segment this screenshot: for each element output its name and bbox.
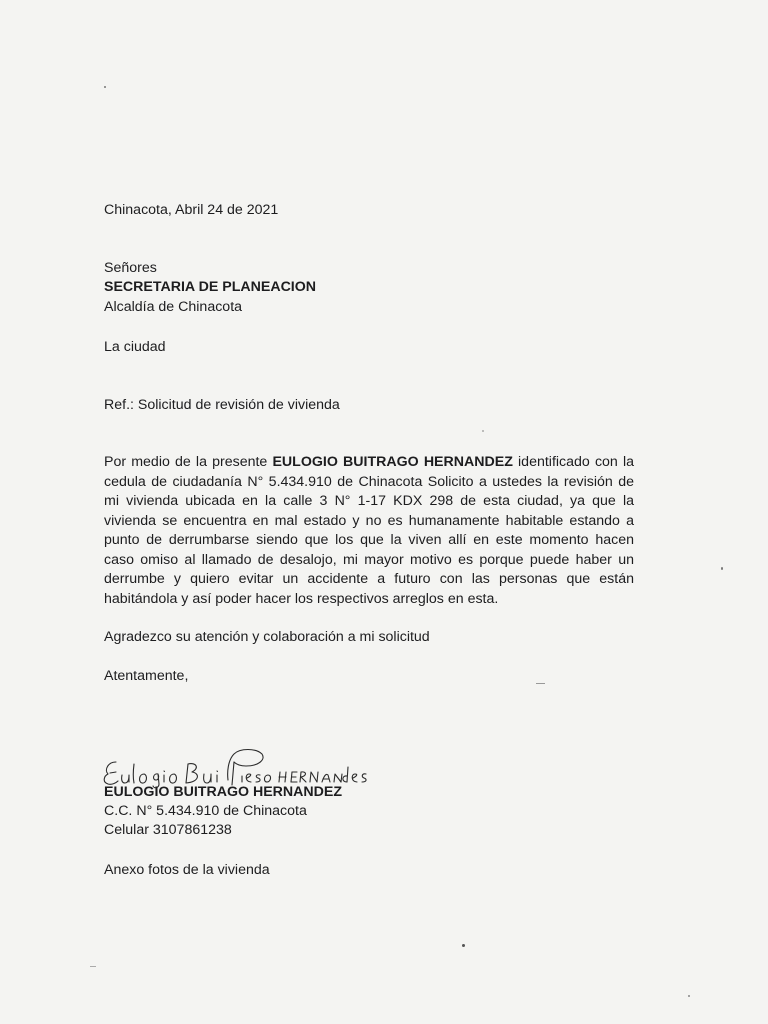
signer-phone: Celular 3107861238 [104, 822, 232, 838]
recipient-office: Alcaldía de Chinacota [104, 299, 243, 315]
body-line: caso omiso al llamado de desalojo, mi mayor motivo es porque puede haber un [104, 551, 634, 568]
signer-id: C.C. N° 5.434.910 de Chinacota [104, 803, 307, 819]
body-paragraph [104, 453, 634, 609]
requester-name: EULOGIO BUITRAGO HERNANDEZ [272, 454, 513, 470]
scan-speck [721, 567, 723, 570]
scan-speck [536, 683, 545, 684]
scan-speck [688, 995, 690, 997]
thanks-line: Agradezco su atención y colaboración a mi solicitud [104, 629, 430, 645]
body-line: cedula de ciudadanía N° 5.434.910 de Chinacota Solicito a ustedes la revisión de [104, 473, 634, 490]
body-line: Por medio de la presente EULOGIO BUITRAGO HERNANDEZ identificado con la [104, 454, 634, 470]
annex-line: Anexo fotos de la vivienda [104, 862, 270, 878]
body-line: mi vivienda ubicada en la calle 3 N° 1-17 KDX 298 de esta ciudad, ya que la [104, 493, 634, 509]
reference-line: Ref.: Solicitud de revisión de vivienda [104, 397, 340, 413]
closing-line: Atentamente, [104, 668, 189, 684]
body-line: derrumbe y quiero evitar un accidente a futuro con las personas que están [104, 571, 634, 587]
body-line: punto de derrumbarse siendo que los que la viven allí en este momento hacen [104, 532, 634, 548]
recipient-city: La ciudad [104, 339, 166, 355]
scan-speck [104, 86, 106, 88]
place-date: Chinacota, Abril 24 de 2021 [104, 202, 279, 218]
recipient-organization: SECRETARIA DE PLANEACION [104, 279, 317, 295]
signer-name: EULOGIO BUITRAGO HERNANDEZ [104, 784, 343, 800]
scan-speck [482, 430, 484, 432]
body-line: habitándola y así poder hacer los respectivos arreglos en esta. [104, 590, 499, 607]
recipient-salutation: Señores [104, 260, 157, 276]
body-line: vivienda se encuentra en mal estado y no es humanamente habitable estando a [104, 512, 634, 529]
scan-speck [90, 966, 96, 967]
scan-speck [462, 944, 465, 947]
